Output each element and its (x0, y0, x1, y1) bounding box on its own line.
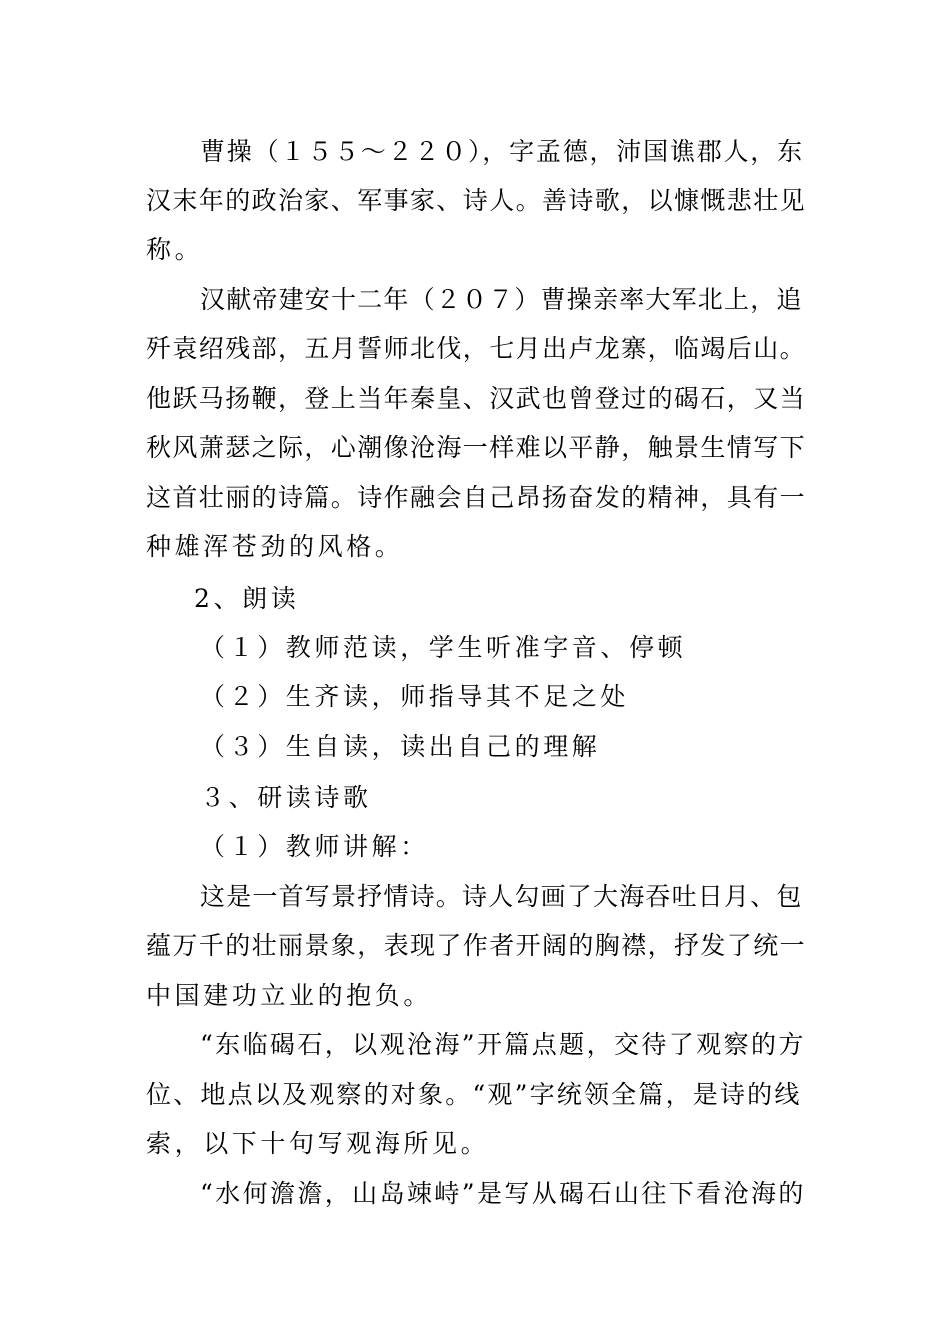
paragraph-line: 歼袁绍残部，五月誓师北伐，七月出卢龙寨，临竭后山。 (146, 334, 807, 363)
paragraph-line: 种雄浑苍劲的风格。 (146, 532, 404, 561)
paragraph-line: 秋风萧瑟之际，心潮像沧海一样难以平静，触景生情写下 (146, 433, 807, 462)
list-item: （１）教师范读，学生听准字音、停顿 (200, 633, 687, 662)
paragraph-line: 这首壮丽的诗篇。诗作融会自己昂扬奋发的精神，具有一 (146, 483, 807, 512)
paragraph-line: 他跃马扬鞭，登上当年秦皇、汉武也曾登过的碣石，又当 (146, 384, 807, 413)
paragraph-line: “水何澹澹，山岛竦峙”是写从碣石山往下看沧海的 (200, 1179, 806, 1208)
list-item: （１）教师讲解： (200, 832, 429, 861)
paragraph-line: 称。 (146, 235, 204, 264)
section-heading: ３、研读诗歌 (200, 783, 372, 812)
paragraph-line: “东临碣石，以观沧海”开篇点题，交待了观察的方 (200, 1030, 806, 1059)
paragraph-line: 蕴万千的壮丽景象，表现了作者开阔的胸襟，抒发了统一 (146, 931, 807, 960)
paragraph-line: 汉献帝建安十二年（２０７）曹操亲率大军北上，追 (200, 285, 803, 314)
paragraph-line: 这是一首写景抒情诗。诗人勾画了大海吞吐日月、包 (200, 882, 803, 911)
list-item: （２）生齐读，师指导其不足之处 (200, 682, 630, 711)
section-heading: 2、朗读 (194, 584, 300, 613)
paragraph-line: 索，以下十句写观海所见。 (146, 1129, 490, 1158)
paragraph-line: 汉末年的政治家、军事家、诗人。善诗歌，以慷慨悲壮见 (146, 186, 807, 215)
list-item: （３）生自读，读出自己的理解 (200, 732, 601, 761)
paragraph-line: 位、地点以及观察的对象。“观”字统领全篇，是诗的线 (146, 1080, 802, 1109)
paragraph-line: 曹操（１５５～２２０），字孟德，沛国谯郡人，东 (200, 137, 804, 166)
paragraph-line: 中国建功立业的抱负。 (146, 981, 433, 1010)
